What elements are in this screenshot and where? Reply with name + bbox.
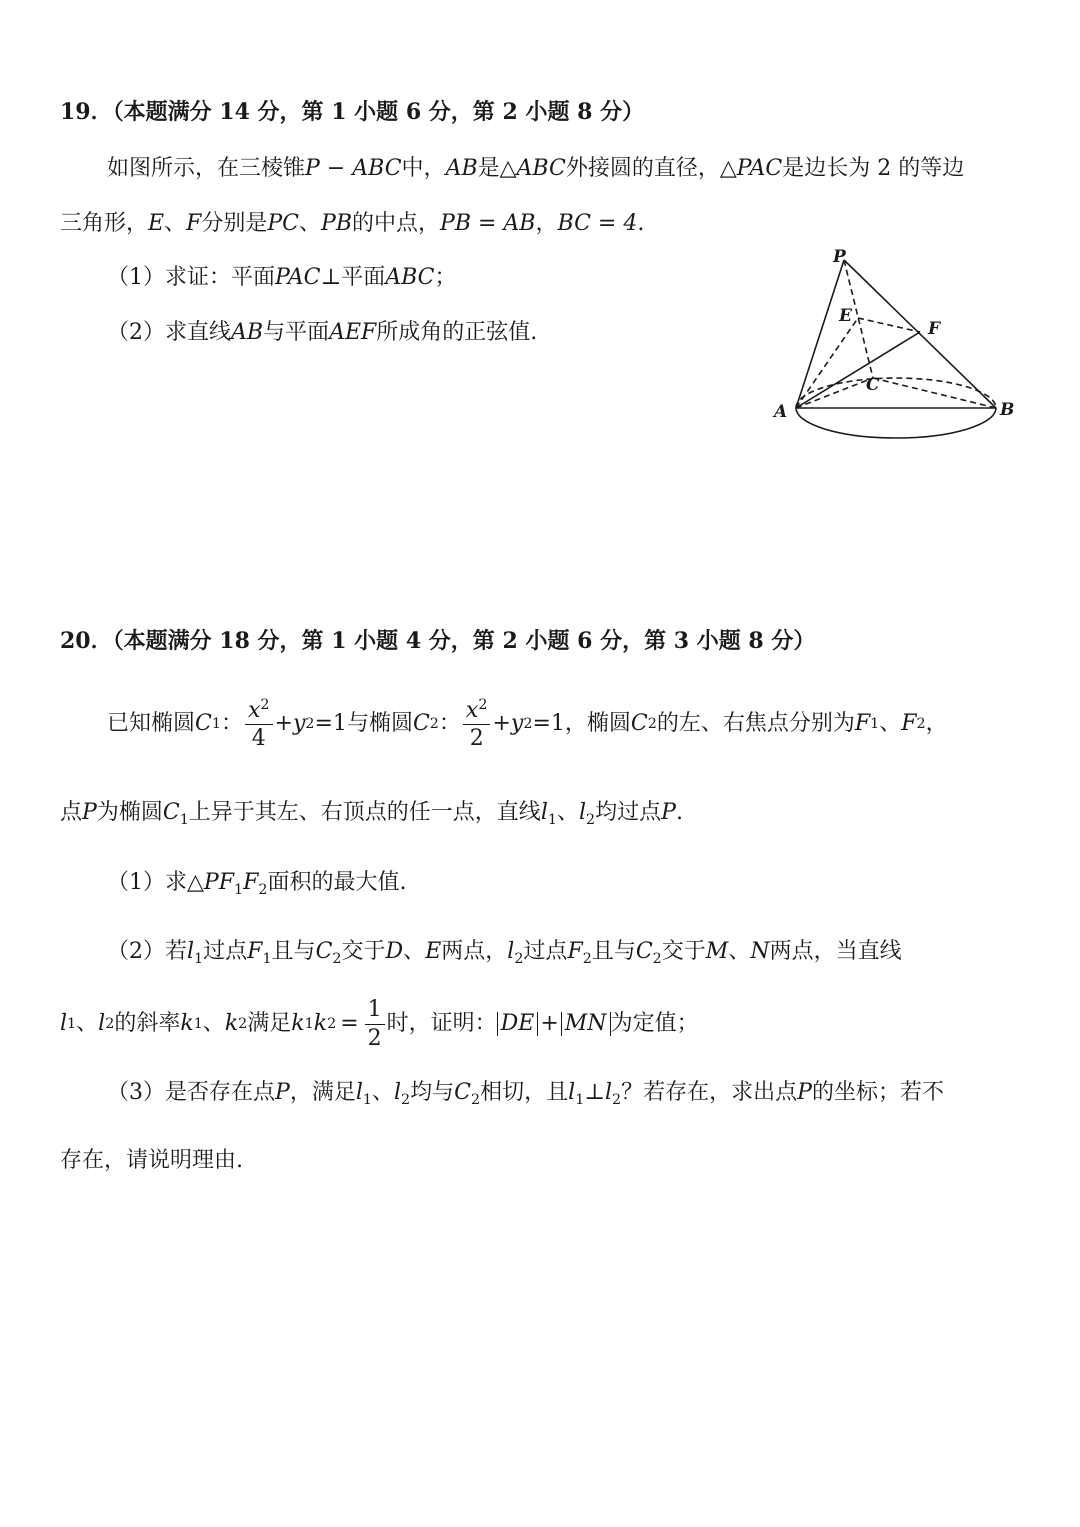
math-k: k — [180, 1011, 194, 1036]
text: 的中点， — [352, 211, 441, 236]
math-sub: 2 — [238, 1015, 248, 1032]
math-l: l — [60, 1011, 68, 1036]
text: ， — [925, 711, 948, 736]
math-pac: PAC — [275, 265, 321, 290]
text: 、 — [202, 1011, 225, 1036]
math-sub: 2 — [332, 951, 342, 967]
text: 中， — [401, 156, 446, 181]
edge-ac — [796, 378, 873, 408]
math-f: F — [567, 939, 583, 964]
q19-part2 — [107, 322, 537, 344]
math-c: C — [454, 1080, 472, 1105]
math-den: 4 — [251, 726, 266, 752]
text: 外接圆的直径，△ — [565, 156, 737, 181]
label-b: B — [1000, 400, 1015, 420]
math-k: k — [313, 1011, 328, 1036]
text: 为定值； — [610, 1011, 699, 1036]
math-pb: PB — [321, 211, 353, 236]
q19-intro-line1 — [107, 158, 964, 180]
math-f: F — [901, 711, 917, 736]
math-sub: 1 — [870, 715, 880, 732]
text: ； — [434, 265, 457, 290]
text: （1）求证：平面 — [107, 265, 275, 290]
math-perp: ⊥ — [584, 1080, 605, 1105]
label-e: E — [839, 306, 852, 326]
math-sub: 2 — [612, 1092, 622, 1108]
text: 存在，请说明理由. — [60, 1148, 243, 1173]
math-eq: = — [340, 1011, 359, 1036]
text: 分别是 — [201, 211, 268, 236]
math-pf: PF — [203, 870, 234, 895]
math-p: P — [661, 800, 676, 825]
text: 已知椭圆 — [107, 711, 196, 736]
text: 所成角的正弦值. — [376, 320, 538, 345]
text: 且与 — [591, 939, 636, 964]
text: 面积的最大值. — [267, 870, 407, 895]
text: （2）若 — [107, 939, 187, 964]
q20-part3-line2 — [60, 1150, 243, 1172]
text: 点 — [60, 800, 83, 825]
text: 三角形， — [60, 211, 149, 236]
math-sub: 2 — [258, 882, 268, 898]
math-l: l — [568, 1080, 576, 1105]
math-sub: 1 — [67, 1015, 77, 1032]
math-sub: 2 — [647, 715, 657, 732]
math-sub: 1 — [179, 812, 189, 828]
math-c: C — [635, 939, 653, 964]
text: 、 — [371, 1080, 394, 1105]
math-p: P — [82, 800, 97, 825]
math-y: y — [510, 711, 524, 736]
math-l: l — [355, 1080, 363, 1105]
math-c: C — [630, 711, 648, 736]
text: 上异于其左、右顶点的任一点，直线 — [188, 800, 541, 825]
math-f: F — [247, 939, 263, 964]
text: 、 — [403, 939, 426, 964]
text: 均过点 — [595, 800, 662, 825]
text: . — [637, 211, 645, 236]
label-a: A — [774, 402, 788, 422]
q20-number: 20． — [60, 628, 113, 654]
fraction-one-half — [365, 996, 385, 1051]
text: . — [675, 800, 683, 825]
math-sub: 1 — [304, 1015, 314, 1032]
text: 、 — [76, 1011, 99, 1036]
q19-intro-line2 — [60, 213, 644, 235]
label-c: C — [866, 375, 880, 395]
math-eq1: PB = AB — [440, 211, 536, 236]
text: 如图所示，在三棱锥 — [107, 156, 306, 181]
text: 、 — [556, 800, 579, 825]
math-sub: 1 — [362, 1092, 372, 1108]
math-sub: 1 — [262, 951, 272, 967]
math-p: P — [275, 1080, 290, 1105]
text: 两点， — [441, 939, 508, 964]
text: 交于 — [341, 939, 386, 964]
math-eq: =1 — [532, 711, 565, 736]
math-sub: 2 — [586, 812, 596, 828]
math-m: M — [705, 939, 729, 964]
math-den: 2 — [367, 1025, 382, 1051]
text: （3）是否存在点 — [107, 1080, 275, 1105]
math-num: 1 — [365, 999, 385, 1025]
math-exp: 2 — [523, 715, 533, 732]
math-ab: AB — [231, 320, 264, 345]
text: ⊥平面 — [320, 265, 386, 290]
label-f: F — [928, 319, 941, 339]
edge-ae — [796, 318, 858, 408]
math-c: C — [195, 711, 212, 736]
math-e: E — [148, 211, 165, 236]
q20-part2-line1 — [107, 941, 902, 966]
text: 、 — [164, 211, 187, 236]
math-exp: 2 — [260, 696, 270, 713]
math-l: l — [98, 1011, 106, 1036]
math-plus: + — [492, 711, 511, 736]
q20-header: （本题满分 18 分，第 1 小题 4 分，第 2 小题 6 分，第 3 小题 8 分） — [112, 628, 816, 654]
text: 且与 — [271, 939, 316, 964]
math-eq: =1 — [314, 711, 347, 736]
math-l: l — [578, 800, 587, 825]
circle-back — [796, 378, 996, 408]
text: 为椭圆 — [96, 800, 163, 825]
q20-part1 — [107, 872, 406, 897]
text: 的坐标；若不 — [811, 1080, 944, 1105]
q19-number: 19． — [60, 99, 113, 125]
math-sub: 2 — [401, 1092, 411, 1108]
math-colon: ： — [438, 711, 461, 736]
text: 的左、右焦点分别为 — [656, 711, 855, 736]
math-sub: 1 — [234, 882, 244, 898]
math-c: C — [162, 800, 180, 825]
math-sub: 2 — [327, 1015, 337, 1032]
math-pc: PC — [267, 211, 300, 236]
q20-part3-line1 — [107, 1082, 944, 1107]
math-y: y — [292, 711, 306, 736]
math-pac: PAC — [736, 156, 783, 181]
q20-line1 — [107, 694, 948, 754]
text: 相切，且 — [480, 1080, 569, 1105]
math-f: F — [854, 711, 871, 736]
text: 时，证明： — [386, 1011, 497, 1036]
math-k: k — [291, 1011, 305, 1036]
math-sub: 2 — [916, 715, 926, 732]
text: ，椭圆 — [564, 711, 631, 736]
text: （2）求直线 — [107, 320, 231, 345]
math-sub: 2 — [582, 951, 592, 967]
math-sub: 1 — [575, 1092, 585, 1108]
text: 是△ — [477, 156, 517, 181]
text: 满足 — [247, 1011, 292, 1036]
text: 、 — [728, 939, 751, 964]
math-sub: 1 — [193, 1015, 203, 1032]
edge-af — [796, 332, 920, 408]
text: 、 — [879, 711, 902, 736]
q19-part1 — [107, 267, 457, 289]
q20-heading — [60, 630, 815, 652]
math-plus: + — [274, 711, 293, 736]
math-f: F — [243, 870, 259, 895]
math-e: E — [425, 939, 442, 964]
math-sub: 2 — [105, 1015, 115, 1032]
math-x: x — [247, 697, 261, 723]
text: ，满足 — [289, 1080, 356, 1105]
text: 过点 — [523, 939, 568, 964]
math-l: l — [540, 800, 548, 825]
math-f: F — [186, 211, 202, 236]
text: 的斜率 — [114, 1011, 181, 1036]
math-l: l — [187, 939, 195, 964]
text: 两点，当直线 — [769, 939, 902, 964]
text: 过点 — [203, 939, 248, 964]
text: ， — [535, 211, 558, 236]
label-p: P — [833, 247, 846, 267]
q19-header: （本题满分 14 分，第 1 小题 6 分，第 2 小题 8 分） — [112, 99, 645, 125]
math-abs-mn: MN — [561, 1012, 611, 1036]
edge-pa — [796, 260, 844, 408]
math-l: l — [605, 1080, 613, 1105]
text: 与椭圆 — [346, 711, 413, 736]
math-exp: 2 — [305, 715, 315, 732]
math-abs-de: DE — [497, 1012, 539, 1036]
math-k: k — [224, 1011, 239, 1036]
fraction-x2-over-4 — [245, 698, 273, 751]
math-sub: 2 — [471, 1092, 481, 1108]
text: 交于 — [661, 939, 706, 964]
math-c: C — [315, 939, 333, 964]
math-pyramid: P − ABC — [305, 156, 402, 181]
q19-heading — [60, 101, 644, 123]
math-abc: ABC — [385, 265, 435, 290]
circle-front — [796, 408, 996, 438]
text: 是边长为 2 的等边 — [782, 156, 965, 181]
q20-line2 — [60, 802, 683, 827]
math-sub: 2 — [652, 951, 662, 967]
math-eq2: BC = 4 — [557, 211, 638, 236]
text: 均与 — [410, 1080, 455, 1105]
math-sub: 2 — [429, 715, 439, 732]
math-ab: AB — [445, 156, 478, 181]
q20-part2-line2 — [60, 994, 699, 1054]
text: 与平面 — [263, 320, 330, 345]
edge-cb — [873, 378, 996, 408]
math-x: x — [465, 697, 479, 723]
math-c: C — [412, 711, 430, 736]
fraction-x2-over-2 — [463, 698, 491, 751]
text: ？若存在，求出点 — [621, 1080, 798, 1105]
math-sub: 1 — [211, 715, 221, 732]
text: （1）求△ — [107, 870, 204, 895]
math-colon: ： — [220, 711, 243, 736]
math-exp: 2 — [478, 696, 488, 713]
text: 、 — [299, 211, 322, 236]
math-sub: 1 — [547, 812, 557, 828]
math-l: l — [394, 1080, 402, 1105]
math-p: P — [797, 1080, 812, 1105]
math-n: N — [750, 939, 770, 964]
math-sub: 2 — [514, 951, 524, 967]
math-l: l — [507, 939, 515, 964]
math-plus: + — [540, 1011, 559, 1036]
math-sub: 1 — [194, 951, 204, 967]
math-aef: AEF — [329, 320, 377, 345]
math-den: 2 — [469, 726, 484, 752]
math-abc: ABC — [516, 156, 566, 181]
q19-figure — [760, 240, 1040, 455]
math-d: D — [385, 939, 404, 964]
